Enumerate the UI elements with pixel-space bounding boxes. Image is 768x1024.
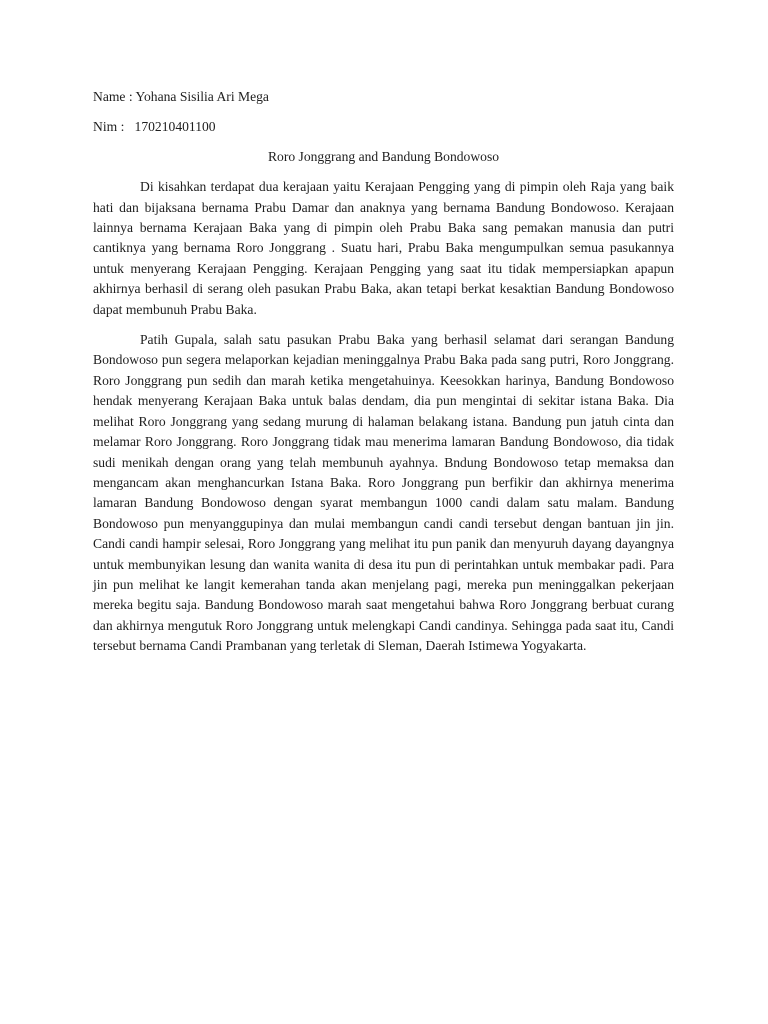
student-nim-line: Nim : 170210401100 [93,119,216,135]
document-title: Roro Jonggrang and Bandung Bondowoso [267,148,500,164]
paragraph-1: Di kisahkan terdapat dua kerajaan yaitu Kerajaan Pengging yang di pimpin oleh Raja yang baik hati dan bijaksana bernama Prabu Damar dan anaknya yang bernama Bandung Bondowoso. Kerajaan lainnya bernama Kerajaan Baka yang di pimpin oleh Prabu Baka sang pemakan manusia dan putri cantiknya yang bernama Roro Jonggrang . Suatu hari, Prabu Baka mengumpulkan semua pasukannya untuk menyerang Kerajaan Pengging. Kerajaan Pengging yang saat itu tidak mempersiapkan apapun akhirnya berhasil di serang oleh pasukan Prabu Baka, akan tetapi berkat kesaktian Bandung Bondowoso dapat membunuh Prabu Baka. [93,179,674,317]
paragraph-2: Patih Gupala, salah satu pasukan Prabu Baka yang berhasil selamat dari serangan Bandung Bondowoso pun segera melaporkan kejadian meninggalnya Prabu Baka pada sang putri, Roro Jonggrang. Roro Jonggrang pun sedih dan marah ketika mengetahuinya. Keesokkan harinya, Bandung Bondowoso hendak menyerang Kerajaan Baka untuk balas dendam, dia pun mengintai di sekitar istana Baka. Dia melihat Roro Jonggrang yang sedang murung di halaman belakang istana. Bandung pun jatuh cinta dan melamar Roro Jonggrang. Roro Jonggrang tidak mau menerima lamaran Bandung Bondowoso, dia tidak sudi menikah dengan orang yang telah membunuh ayahnya. Bndung Bondowoso tetap memaksa dan mengancam akan menghancurkan Istana Baka. Roro Jonggrang pun berfikir dan akhirnya menerima lamaran Bandung Bondowoso dengan syarat membangun 1000 candi dalam satu malam. Bandung Bondowoso pun menyanggupinya dan mulai membangun candi candi tersebut dengan bantuan jin jin. Candi candi hampir selesai, Roro Jonggrang yang melihat itu pun panik dan menyuruh dayang dayangnya untuk membunyikan lesung dan wanita wanita di desa itu pun di perintahkan untuk membakar padi. Para jin pun melihat ke langit kemerahan tanda akan menjelang pagi, mereka pun meninggalkan pekerjaan mereka begitu saja. Bandung Bondowoso marah saat mengetahui bahwa Roro Jonggrang berbuat curang dan akhirnya mengutuk Roro Jonggrang untuk melengkapi Candi candinya. Sehingga pada saat itu, Candi tersebut bernama Candi Prambanan yang terletak di Sleman, Daerah Istimewa Yogyakarta. [93,332,674,654]
document-body [93,87,674,667]
student-name-line: Name : Yohana Sisilia Ari Mega [93,89,269,104]
